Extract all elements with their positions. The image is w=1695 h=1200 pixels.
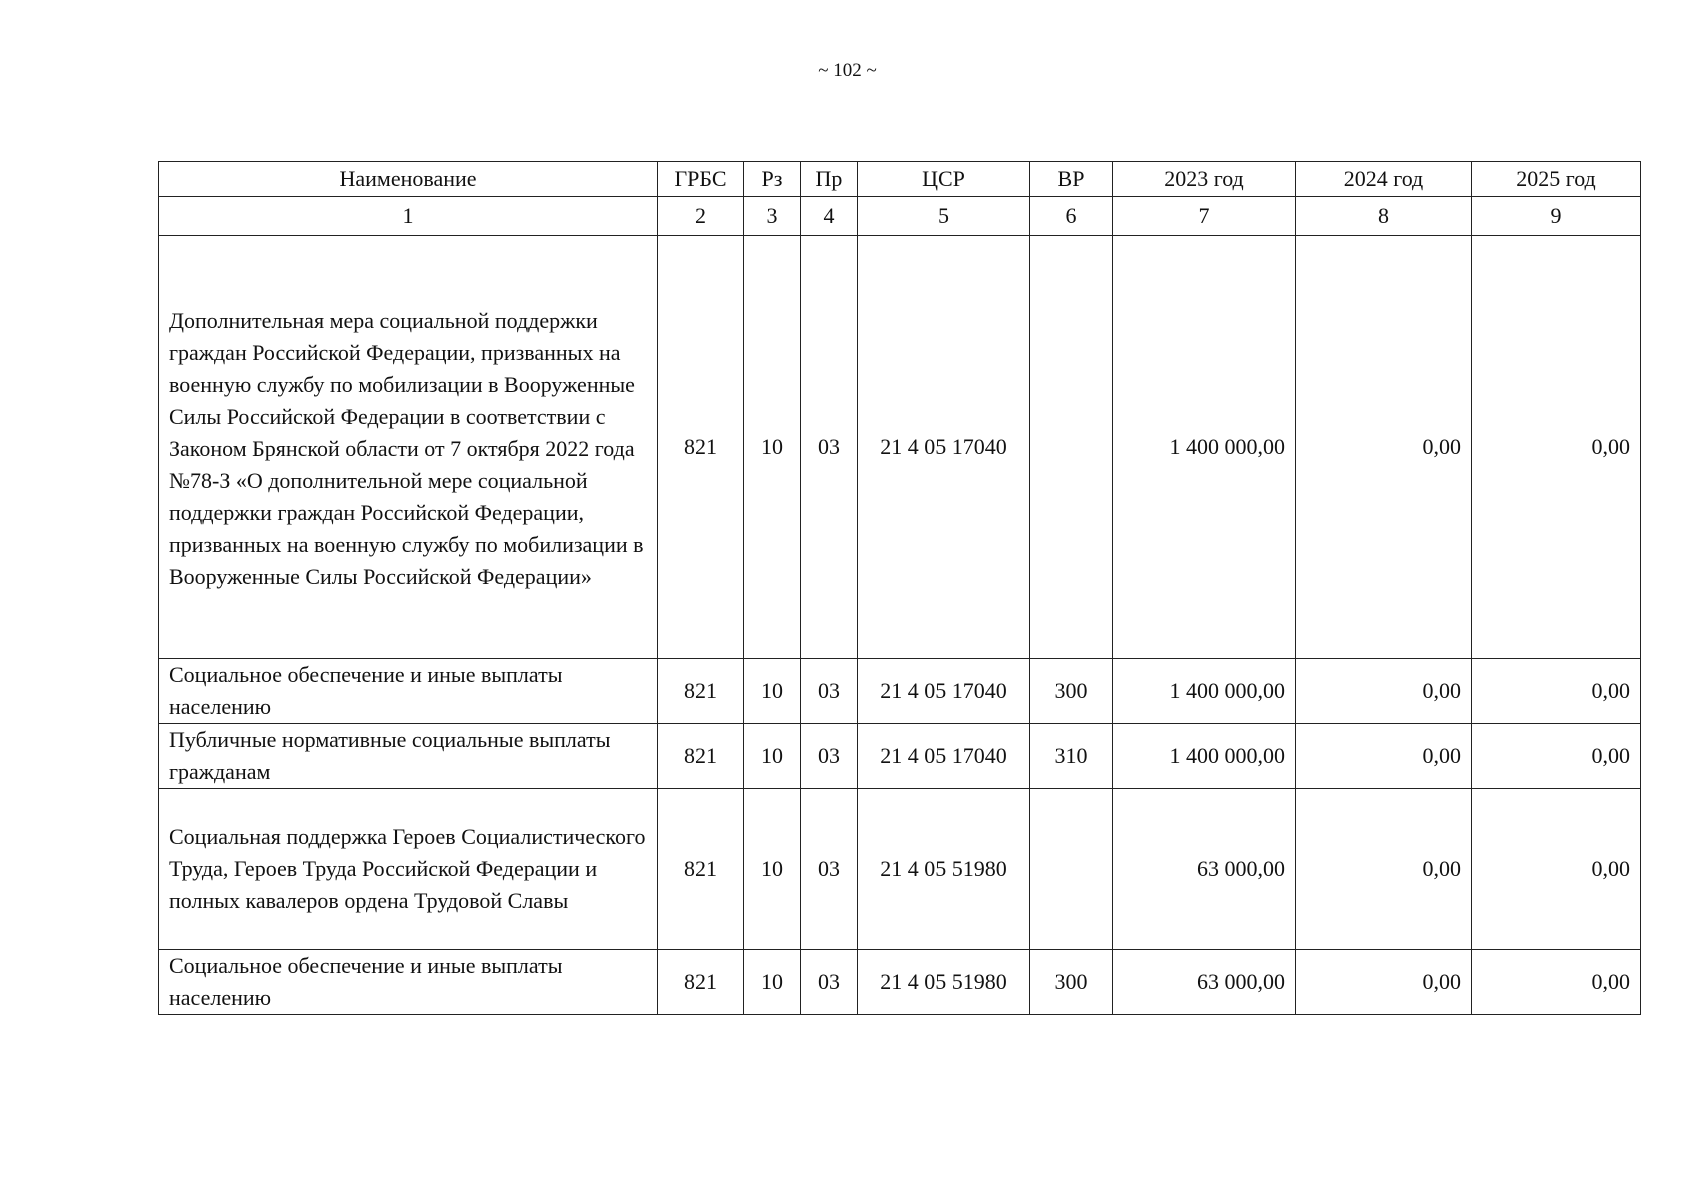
row-2024: 0,00 [1296, 236, 1472, 659]
row-rz: 10 [744, 724, 801, 789]
row-2025: 0,00 [1472, 236, 1641, 659]
row-vr: 310 [1030, 724, 1113, 789]
column-number: 1 [159, 197, 658, 236]
row-2024: 0,00 [1296, 659, 1472, 724]
row-pr: 03 [801, 789, 858, 950]
row-csr: 21 4 05 17040 [858, 236, 1030, 659]
row-name: Дополнительная мера социальной поддержки граждан Российской Федерации, призванных на военную службу по мобилизации в Вооруженные Силы Российской Федерации в соответствии с Законом Брянской области от 7 октября 2022 года №78-З «О дополнительной мере социальной поддержки граждан Российской Федерации, призванных на военную службу по мобилизации в Вооруженные Силы Российской Федерации» [159, 236, 658, 659]
row-2024: 0,00 [1296, 724, 1472, 789]
column-number-row [159, 197, 1641, 236]
row-2023: 1 400 000,00 [1113, 236, 1296, 659]
header-2023: 2023 год [1113, 162, 1296, 197]
budget-table [158, 161, 1641, 1015]
header-name: Наименование [159, 162, 658, 197]
row-vr [1030, 789, 1113, 950]
row-pr: 03 [801, 724, 858, 789]
row-rz: 10 [744, 659, 801, 724]
row-csr: 21 4 05 51980 [858, 950, 1030, 1015]
row-pr: 03 [801, 950, 858, 1015]
column-number: 2 [658, 197, 744, 236]
row-grbs: 821 [658, 659, 744, 724]
column-number: 9 [1472, 197, 1641, 236]
column-number: 4 [801, 197, 858, 236]
header-csr: ЦСР [858, 162, 1030, 197]
column-number: 8 [1296, 197, 1472, 236]
row-name: Публичные нормативные социальные выплаты гражданам [159, 724, 658, 789]
table-row [159, 950, 1641, 1015]
row-csr: 21 4 05 17040 [858, 659, 1030, 724]
row-rz: 10 [744, 236, 801, 659]
column-number: 7 [1113, 197, 1296, 236]
row-grbs: 821 [658, 950, 744, 1015]
row-2025: 0,00 [1472, 950, 1641, 1015]
table-row [159, 724, 1641, 789]
column-number: 3 [744, 197, 801, 236]
row-vr [1030, 236, 1113, 659]
header-vr: ВР [1030, 162, 1113, 197]
header-grbs: ГРБС [658, 162, 744, 197]
row-grbs: 821 [658, 789, 744, 950]
column-number: 6 [1030, 197, 1113, 236]
page-number: ~ 102 ~ [818, 60, 877, 81]
column-number: 5 [858, 197, 1030, 236]
row-vr: 300 [1030, 950, 1113, 1015]
row-name: Социальная поддержка Героев Социалистического Труда, Героев Труда Российской Федерации и полных кавалеров ордена Трудовой Славы [159, 789, 658, 950]
table-header-row [159, 162, 1641, 197]
row-pr: 03 [801, 659, 858, 724]
row-csr: 21 4 05 17040 [858, 724, 1030, 789]
header-2024: 2024 год [1296, 162, 1472, 197]
row-pr: 03 [801, 236, 858, 659]
row-rz: 10 [744, 950, 801, 1015]
row-name: Социальное обеспечение и иные выплаты населению [159, 659, 658, 724]
table-row [159, 236, 1641, 659]
row-grbs: 821 [658, 236, 744, 659]
row-2023: 1 400 000,00 [1113, 724, 1296, 789]
row-2024: 0,00 [1296, 789, 1472, 950]
row-csr: 21 4 05 51980 [858, 789, 1030, 950]
row-2023: 63 000,00 [1113, 789, 1296, 950]
row-2025: 0,00 [1472, 724, 1641, 789]
row-2025: 0,00 [1472, 659, 1641, 724]
table-row [159, 789, 1641, 950]
header-rz: Рз [744, 162, 801, 197]
row-2025: 0,00 [1472, 789, 1641, 950]
header-pr: Пр [801, 162, 858, 197]
row-2023: 1 400 000,00 [1113, 659, 1296, 724]
row-2024: 0,00 [1296, 950, 1472, 1015]
row-rz: 10 [744, 789, 801, 950]
row-vr: 300 [1030, 659, 1113, 724]
table-row [159, 659, 1641, 724]
header-2025: 2025 год [1472, 162, 1641, 197]
row-2023: 63 000,00 [1113, 950, 1296, 1015]
row-grbs: 821 [658, 724, 744, 789]
row-name: Социальное обеспечение и иные выплаты населению [159, 950, 658, 1015]
